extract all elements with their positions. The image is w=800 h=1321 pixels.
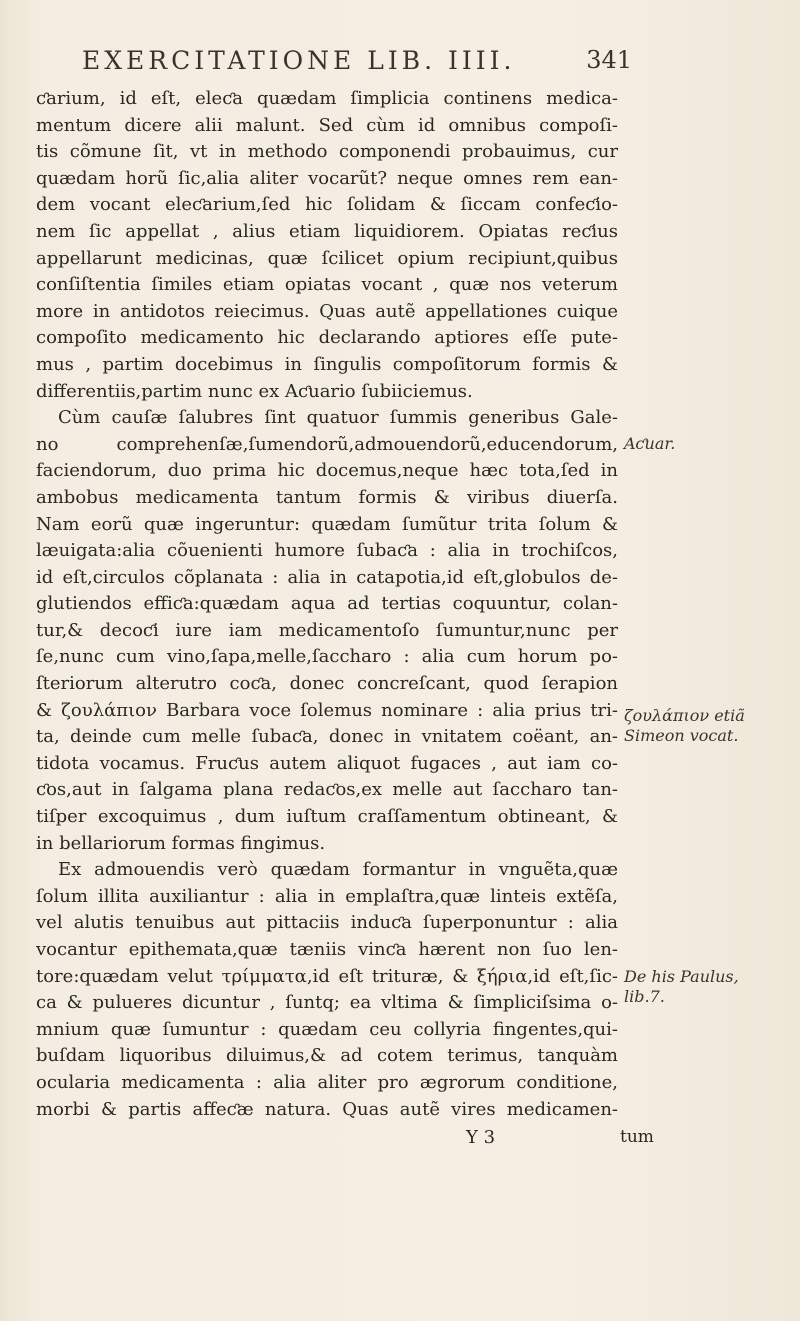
text-line: compoſito medicamento hic declarando aptiores eſſe pute- xyxy=(36,327,618,349)
text-line: morbi & partis affeƈæ natura. Quas autẽ vires medicamen- xyxy=(36,1098,618,1120)
text-line: buſdam liquoribus diluimus,& ad cotem terimus, tanquàm xyxy=(36,1045,618,1067)
text-line: tidota vocamus. Fruƈus autem aliquot fugaces , aut iam co- xyxy=(36,752,618,774)
margin-note-line: ζουλάπιον etiã xyxy=(624,706,745,725)
text-line: mentum dicere alii malunt. Sed cùm id omnibus compoſi- xyxy=(36,114,618,136)
text-line: & ζουλάπιον Barbara voce ſolemus nominare : alia prius tri- xyxy=(36,699,618,721)
text-line: differentiis,partim nunc ex Aƈuario ſubiiciemus. xyxy=(36,380,473,402)
text-line: in bellariorum formas fingimus. xyxy=(36,832,326,854)
text-line: Nam eorũ quæ ingeruntur: quædam ſumũtur trita ſolum & xyxy=(36,513,618,535)
text-line: ambobus medicamenta tantum formis & viribus diuerſa. xyxy=(36,486,618,508)
text-line: ſe,nunc cum vino,ſapa,melle,ſaccharo : alia cum horum po- xyxy=(36,646,618,668)
text-line: mus , partim docebimus in ſingulis compoſitorum formis & xyxy=(36,353,618,375)
text-line: mnium quæ ſumuntur : quædam ceu collyria fingentes,qui- xyxy=(36,1018,618,1040)
text-line: quædam horũ ſic,alia aliter vocarũt? neque omnes rem ean- xyxy=(36,167,618,189)
text-line: no comprehenſæ,ſumendorũ,admouendorũ,educendorum, xyxy=(36,433,618,455)
text-line: tur,& decoƈi iure iam medicamentoſo ſumuntur,nunc per xyxy=(36,619,618,641)
page-footer xyxy=(36,1127,654,1157)
margin-note-zoulapion xyxy=(624,706,794,746)
margin-note-paulus xyxy=(624,967,794,1007)
text-line: tiſper excoquimus , dum iuſtum craſſamentum obtineant, & xyxy=(36,806,618,828)
text-line: ſteriorum alterutro coƈa, donec concreſcant, quod ſerapion xyxy=(36,673,618,695)
text-line: appellarunt medicinas, quæ ſcilicet opium recipiunt,quibus xyxy=(36,247,618,269)
text-line: tore:quædam velut τρίμματα,id eſt trituræ, & ξήρια,id eſt,ſic- xyxy=(36,965,618,987)
text-line: more in antidotos reiecimus. Quas autẽ appellationes cuique xyxy=(36,300,618,322)
margin-note-line: Simeon vocat. xyxy=(624,726,739,745)
margin-note-actuar xyxy=(624,434,794,454)
text-line: faciendorum, duo prima hic docemus,neque hæc tota,ſed in xyxy=(36,460,618,482)
text-line: Ex admouendis verò quædam formantur in vnguẽta,quæ xyxy=(58,859,618,881)
text-line: dem vocant eleƈarium,ſed hic ſolidam & ſiccam confeƈio- xyxy=(36,194,618,216)
margin-note-line: De his Paulus, xyxy=(624,967,739,986)
text-line: Cùm cauſæ ſalubres ſint quatuor ſummis generibus Gale- xyxy=(58,407,618,429)
running-title: EXERCITATIONE LIB. IIII. xyxy=(82,46,516,75)
margin-note-line: Aƈuar. xyxy=(624,434,676,453)
text-line: ocularia medicamenta : alia aliter pro ægrorum conditione, xyxy=(36,1071,618,1093)
text-line: vel alutis tenuibus aut pittaciis induƈa ſuperponuntur : alia xyxy=(36,912,618,934)
text-line: glutiendos effiƈa:quædam aqua ad tertias coquuntur, colan- xyxy=(36,593,618,615)
text-line: tis cõmune ſit, vt in methodo componendi probauimus, cur xyxy=(36,141,618,163)
main-text-block xyxy=(36,86,618,1123)
page-header xyxy=(82,44,642,84)
text-line: id eſt,circulos cõplanata : alia in catapotia,id eſt,globulos de- xyxy=(36,566,618,588)
text-line: conſiſtentia ſimiles etiam opiatas vocant , quæ nos veterum xyxy=(36,274,618,296)
text-line: ca & pulueres dicuntur , ſuntq; ea vltima & ſimpliciſsima o- xyxy=(36,992,618,1014)
text-line: ſolum illita auxiliantur : alia in emplaſtra,quæ linteis extẽſa, xyxy=(36,885,618,907)
margin-note-line: lib.7. xyxy=(624,987,665,1006)
text-line: ta, deinde cum melle ſubaƈa, donec in vnitatem coëant, an- xyxy=(36,726,618,748)
text-line: ƈos,aut in ſalgama plana redaƈos,ex melle aut ſaccharo tan- xyxy=(36,779,618,801)
page-number: 341 xyxy=(586,46,632,74)
text-line: nem ſic appellat , alius etiam liquidiorem. Opiatas reƈius xyxy=(36,220,618,242)
catchword: tum xyxy=(620,1127,654,1148)
signature-mark: Y 3 xyxy=(466,1127,496,1149)
text-line: ƈarium, id eſt, eleƈa quædam ſimplicia continens medica- xyxy=(36,88,618,109)
text-line: vocantur epithemata,quæ tæniis vinƈa hærent non ſuo len- xyxy=(36,939,618,960)
text-line: læuigata:alia cõuenienti humore ſubaƈa : alia in trochiſcos, xyxy=(36,540,618,562)
